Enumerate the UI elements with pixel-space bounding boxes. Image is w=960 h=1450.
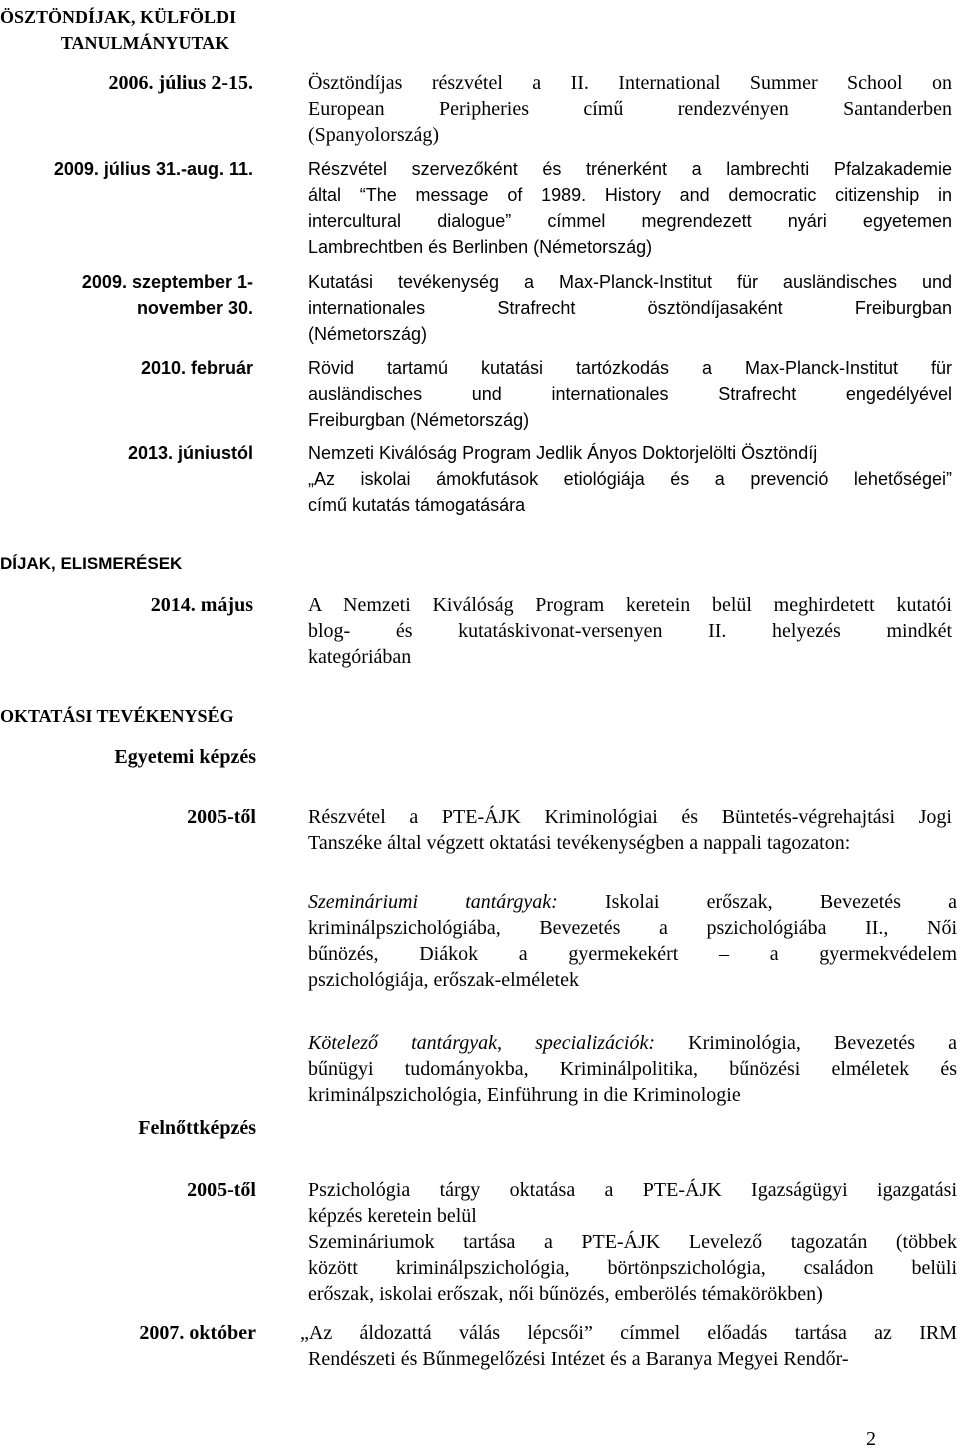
scholarship-1-line-2: European Peripheries című rendezvényen Santanderben [308,98,952,120]
mandatory-line-2: bűnügyi tudományokba, Kriminálpolitika, bűnözési elméletek és [308,1058,957,1080]
adult-1-line-4: között kriminálpszichológia, börtönpszichológia, családon belüli [308,1257,957,1279]
adult-text-2 [300,1320,957,1372]
award-1-line-1: A Nemzeti Kiválóság Program keretein belül meghirdetett kutatói [308,594,952,616]
seminar-line-1-text: Iskolai erőszak, Bevezetés a [604,891,957,913]
scholarship-date-5: 2013. júniustól [127,443,253,463]
seminar-line-1 [308,889,957,915]
award-text-1 [308,592,952,670]
scholarship-4-line-3: Freiburgban (Németország) [308,410,530,430]
page-number: 2 [866,1428,876,1450]
scholarship-text-1 [308,70,952,148]
scholarship-1-line-3: (Spanyolország) [308,124,440,146]
adult-2-line-2: Rendészeti és Bűnmegelőzési Intézet és a Baranya Megyei Rendőr- [308,1348,849,1370]
scholarship-5-line-3: című kutatás támogatására [308,495,526,515]
scholarship-3-line-2: internationales Strafrecht ösztöndíjasaként Freiburgban [308,298,952,318]
scholarship-3-line-3: (Németország) [308,324,428,344]
seminar-line-2: kriminálpszichológiába, Bevezetés a pszichológiába II., Női [308,917,957,939]
adult-subtitle: Felnőttképzés [138,1117,256,1139]
scholarship-4-line-1: Rövid tartamú kutatási tartózkodás a Max-Planck-Institut für [308,358,952,378]
university-subtitle: Egyetemi képzés [114,746,256,768]
university-date: 2005-től [187,806,256,828]
scholarship-2-line-2: által “The message of 1989. History and democratic citizenship in [308,185,952,205]
scholarship-5-line-1: Nemzeti Kiválóság Program Jedlik Ányos Doktorjelölti Ösztöndíj [308,443,818,463]
scholarship-1-line-1: Ösztöndíjas részvétel a II. International Summer School on [308,72,952,94]
scholarship-text-2 [308,156,952,260]
mandatory-block [308,1030,957,1108]
mandatory-line-1 [308,1030,957,1056]
seminar-line-3: bűnözés, Diákok a gyermekekért – a gyermekvédelem [308,943,957,965]
award-date-1: 2014. május [150,594,253,616]
scholarship-date-4: 2010. február [140,358,253,378]
university-intro-line-1: Részvétel a PTE-ÁJK Kriminológiai és Büntetés-végrehajtási Jogi [308,806,952,828]
scholarship-2-line-1: Részvétel szervezőként és trénerként a lambrechti Pfalzakademie [308,159,952,179]
mandatory-line-3: kriminálpszichológia, Einführung in die Kriminologie [308,1084,741,1106]
scholarship-text-5 [308,440,952,518]
adult-1-line-1: Pszichológia tárgy oktatása a PTE-ÁJK Igazságügyi igazgatási [308,1179,957,1201]
scholarship-4-line-2: ausländisches und internationales Strafrecht engedélyével [308,384,952,404]
scholarships-title-line2: TANULMÁNYUTAK [60,33,230,53]
scholarship-3-line-1: Kutatási tevékenység a Max-Planck-Institut für ausländisches und [308,272,952,292]
scholarship-2-line-4: Lambrechtben és Berlinben (Németország) [308,237,653,257]
seminar-line-4: pszichológiája, erőszak-elméletek [308,969,579,991]
adult-1-line-3: Szemináriumok tartása a PTE-ÁJK Levelező tagozatán (többek [308,1231,957,1253]
award-1-line-3: kategóriában [308,646,412,668]
mandatory-line-1-text: Kriminológia, Bevezetés a [688,1032,957,1054]
scholarship-2-line-3: intercultural dialogue” címmel megrendezett nyári egyetemen [308,211,952,231]
adult-1-line-5: erőszak, iskolai erőszak, női bűnözés, emberölés témakörökben) [308,1283,823,1305]
awards-section-title: DÍJAK, ELISMERÉSEK [0,554,183,573]
award-1-line-2: blog- és kutatáskivonat-versenyen II. helyezés mindkét [308,620,952,642]
scholarships-section-title [0,4,270,56]
adult-1-line-2: képzés keretein belül [308,1205,477,1227]
scholarship-5-line-2: „Az iskolai ámokfutások etiológiája és a prevenció lehetőségei” [308,469,952,489]
seminar-label: Szemináriumi tantárgyak: [308,891,558,913]
scholarship-3-date-line-2: november 30. [136,298,253,318]
scholarship-3-date-line-1: 2009. szeptember 1- [81,272,253,292]
university-intro [308,804,952,856]
seminar-block [308,889,957,993]
scholarship-text-4 [308,355,952,433]
university-intro-line-2: Tanszéke által végzett oktatási tevékenységben a nappali tagozaton: [308,832,851,854]
scholarship-text-3 [308,269,952,347]
adult-2-line-1: „Az áldozattá válás lépcsői” címmel előadás tartása az IRM [300,1322,957,1344]
scholarship-date-1: 2006. július 2-15. [108,72,253,94]
scholarships-title-line1: ÖSZTÖNDÍJAK, KÜLFÖLDI [0,7,237,27]
adult-date-2: 2007. október [139,1322,256,1344]
mandatory-label: Kötelező tantárgyak, specializációk: [308,1032,656,1054]
adult-date-1: 2005-től [187,1179,256,1201]
scholarship-date-3 [0,269,253,321]
adult-text-1 [308,1177,957,1307]
scholarship-date-2: 2009. július 31.-aug. 11. [53,159,253,179]
teaching-section-title: OKTATÁSI TEVÉKENYSÉG [0,706,234,726]
